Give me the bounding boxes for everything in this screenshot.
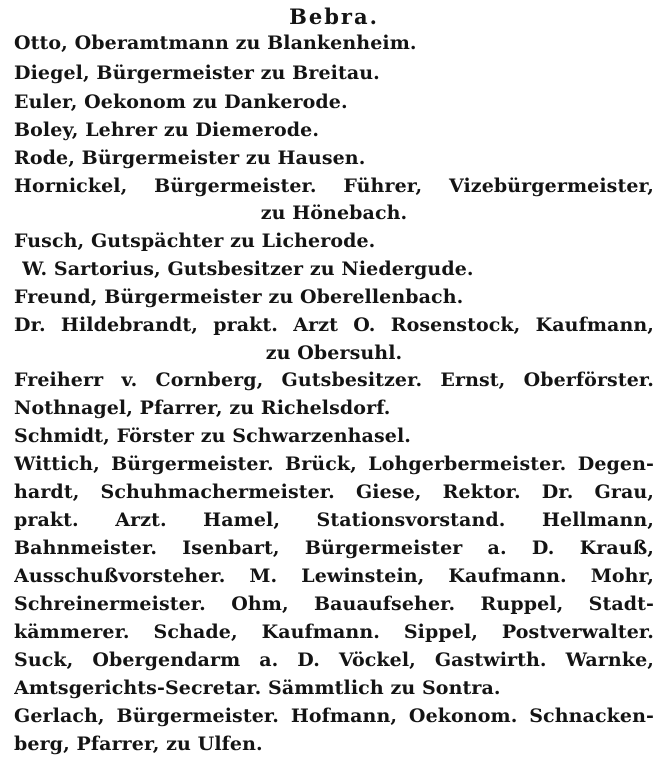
entry-line: Diegel, Bürgermeister zu Breitau. — [14, 62, 380, 84]
entry-line: Dr. Hildebrandt, prakt. Arzt O. Rosenstock, Kaufmann, — [14, 314, 654, 336]
entry-line: kämmerer. Schade, Kaufmann. Sippel, Postverwalter. — [14, 621, 654, 643]
entry-line: Bahnmeister. Isenbart, Bürgermeister a. D. Krauß, — [14, 537, 654, 559]
entry-line: Freund, Bürgermeister zu Oberellenbach. — [14, 286, 464, 308]
entry-line: hardt, Schuhmachermeister. Giese, Rektor. Dr. Grau, — [14, 481, 654, 503]
entry-line: Suck, Obergendarm a. D. Vöckel, Gastwirth. Warnke, — [14, 649, 654, 671]
entry-line-continuation: zu Obersuhl. — [265, 342, 403, 364]
entry-line: Freiherr v. Cornberg, Gutsbesitzer. Ernst, Oberförster. — [14, 369, 654, 391]
entry-line: Euler, Oekonom zu Dankerode. — [14, 91, 348, 113]
entry-line: berg, Pfarrer, zu Ulfen. — [14, 733, 263, 755]
entry-line: Otto, Oberamtmann zu Blankenheim. — [14, 32, 417, 54]
entry-line: Schmidt, Förster zu Schwarzenhasel. — [14, 425, 411, 447]
entry-line-continuation: zu Hönebach. — [260, 202, 408, 224]
entry-line: Fusch, Gutspächter zu Licherode. — [14, 230, 376, 252]
entry-line: Schreinermeister. Ohm, Bauaufseher. Ruppel, Stadt- — [14, 593, 654, 615]
entry-line: Gerlach, Bürgermeister. Hofmann, Oekonom. Schnacken- — [14, 705, 654, 727]
entry-line: Boley, Lehrer zu Diemerode. — [14, 119, 320, 141]
entry-line: Amtsgerichts-Secretar. Sämmtlich zu Sontra. — [14, 677, 501, 699]
section-heading: Bebra. — [289, 4, 379, 29]
entry-line: W. Sartorius, Gutsbesitzer zu Niedergude. — [22, 258, 474, 280]
entry-line: Wittich, Bürgermeister. Brück, Lohgerbermeister. Degen- — [14, 453, 654, 475]
entry-line: Ausschußvorsteher. M. Lewinstein, Kaufmann. Mohr, — [14, 565, 654, 587]
entry-line: Nothnagel, Pfarrer, zu Richelsdorf. — [14, 397, 391, 419]
entry-line: Hornickel, Bürgermeister. Führer, Vizebürgermeister, — [14, 175, 654, 197]
entry-line: Rode, Bürgermeister zu Hausen. — [14, 147, 366, 169]
entry-line: prakt. Arzt. Hamel, Stationsvorstand. Hellmann, — [14, 509, 654, 531]
